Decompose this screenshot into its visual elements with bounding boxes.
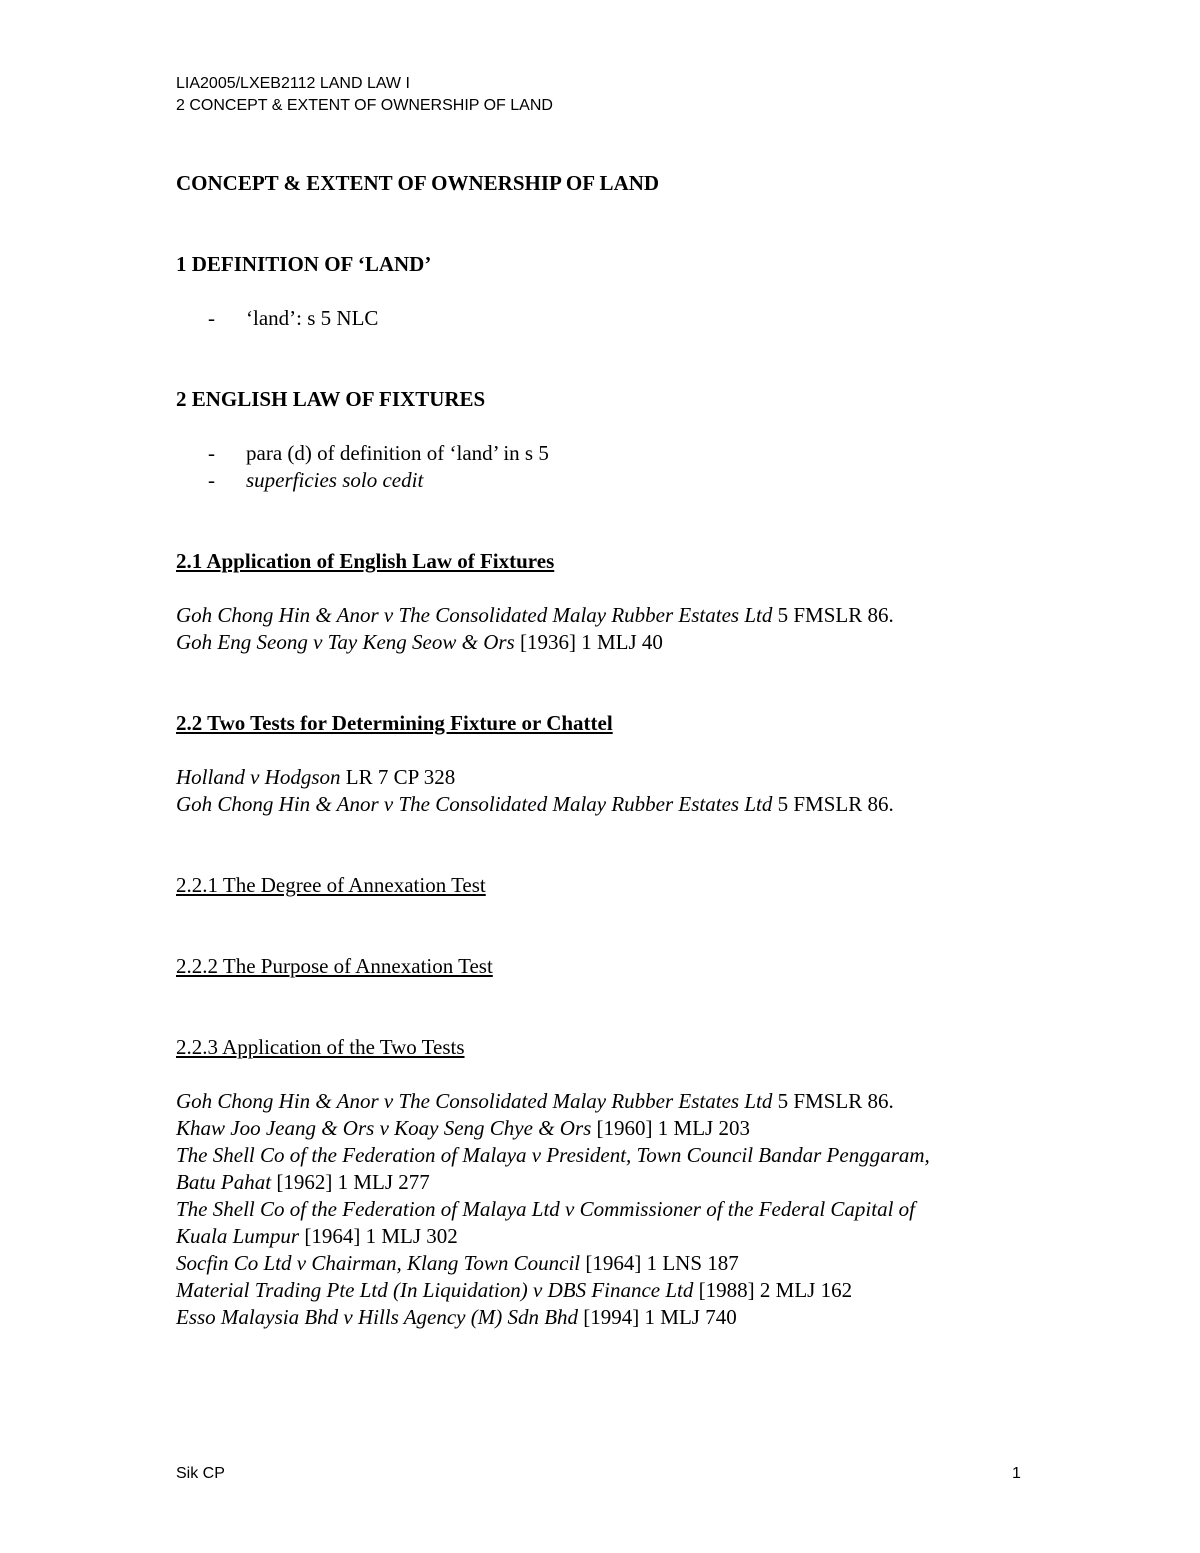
running-header-course: LIA2005/LXEB2112 LAND LAW I [176,75,410,92]
case-citation [176,629,663,656]
case-citation [176,1088,894,1115]
case-citation [176,1196,915,1223]
case-name: The Shell Co of the Federation of Malaya v President, Town Council Bandar Penggaram, [176,1143,930,1167]
case-reference: [1962] 1 MLJ 277 [271,1170,430,1194]
case-name: Kuala Lumpur [176,1224,300,1248]
case-name: The Shell Co of the Federation of Malaya Ltd v Commissioner of the Federal Capital of [176,1197,916,1221]
case-citation [176,1223,458,1250]
case-name: Esso Malaysia Bhd v Hills Agency (M) Sdn Bhd [176,1305,579,1329]
running-header-topic: 2 CONCEPT & EXTENT OF OWNERSHIP OF LAND [176,97,553,114]
bullet-text: para (d) of definition of ‘land’ in s 5 [246,441,549,465]
section-2-1-heading: 2.1 Application of English Law of Fixtures [176,549,555,573]
case-name: Holland v Hodgson [176,765,341,789]
case-reference: 5 FMSLR 86. [772,603,894,627]
case-citation [176,1142,930,1169]
case-reference: 5 FMSLR 86. [772,792,894,816]
page-number: 1 [1012,1465,1021,1482]
document-title: CONCEPT & EXTENT OF OWNERSHIP OF LAND [176,171,660,195]
case-citation [176,1115,750,1142]
bullet-dash: - [208,468,215,492]
section-2-heading: 2 ENGLISH LAW OF FIXTURES [176,387,486,411]
case-name: Goh Chong Hin & Anor v The Consolidated Malay Rubber Estates Ltd [176,792,773,816]
case-name: Socfin Co Ltd v Chairman, Klang Town Council [176,1251,581,1275]
bullet-text: ‘land’: s 5 NLC [246,306,379,330]
case-reference: [1936] 1 MLJ 40 [514,630,663,654]
case-citation [176,1250,739,1277]
case-citation [176,764,455,791]
case-reference: [1960] 1 MLJ 203 [591,1116,750,1140]
section-2-2-3-heading: 2.2.3 Application of the Two Tests [176,1035,465,1059]
case-citation [176,1277,852,1304]
section-1-heading: 1 DEFINITION OF ‘LAND’ [176,252,432,276]
section-2-2-2-heading: 2.2.2 The Purpose of Annexation Test [176,954,493,978]
footer-author: Sik CP [176,1465,225,1482]
case-reference: [1964] 1 LNS 187 [580,1251,739,1275]
case-reference: [1964] 1 MLJ 302 [299,1224,458,1248]
case-reference: LR 7 CP 328 [340,765,456,789]
bullet-dash: - [208,441,215,465]
case-name: Khaw Joo Jeang & Ors v Koay Seng Chye & Ors [176,1116,592,1140]
case-citation [176,1304,737,1331]
section-2-2-heading: 2.2 Two Tests for Determining Fixture or Chattel [176,711,613,735]
bullet-dash: - [208,306,215,330]
case-name: Goh Chong Hin & Anor v The Consolidated Malay Rubber Estates Ltd [176,1089,773,1113]
case-name: Material Trading Pte Ltd (In Liquidation) v DBS Finance Ltd [176,1278,694,1302]
case-name: Goh Eng Seong v Tay Keng Seow & Ors [176,630,515,654]
case-reference: [1994] 1 MLJ 740 [578,1305,737,1329]
case-reference: [1988] 2 MLJ 162 [693,1278,853,1302]
bullet-text-latin-maxim: superficies solo cedit [246,468,424,492]
case-citation [176,602,894,629]
case-reference: 5 FMSLR 86. [772,1089,894,1113]
section-2-2-1-heading: 2.2.1 The Degree of Annexation Test [176,873,486,897]
case-name: Goh Chong Hin & Anor v The Consolidated Malay Rubber Estates Ltd [176,603,773,627]
case-name: Batu Pahat [176,1170,272,1194]
case-citation [176,1169,430,1196]
case-citation [176,791,894,818]
